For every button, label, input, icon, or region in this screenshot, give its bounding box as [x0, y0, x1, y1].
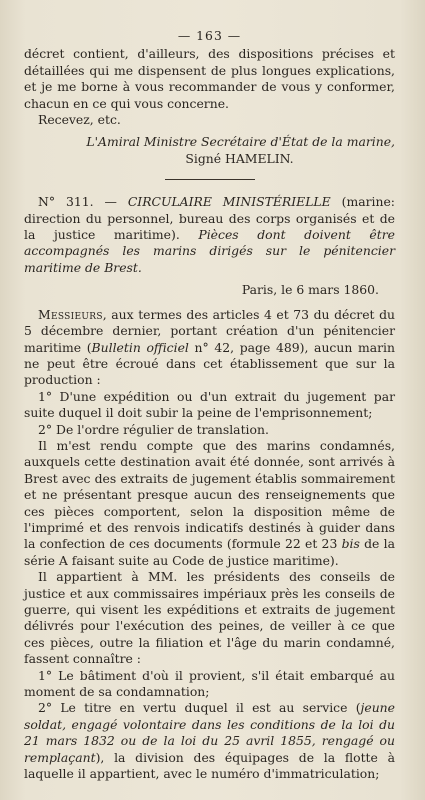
list-item: 1° D'une expédition ou d'un extrait du jugement par suite duquel il doit subir la peine de l'emprisonnement;: [24, 388, 395, 421]
signature-title: L'Amiral Ministre Secrétaire d'État de la marine,: [86, 134, 395, 150]
list-item: 2° Le titre en vertu duquel il est au service (jeune soldat, engagé volontaire dans les conditions de la loi du 21 mars 1832 ou de la loi du 25 avril 1855, rengagé ou remplaçant), la division des équipages de la flotte à laquelle il appartient, avec le numéro d'immatriculation;: [24, 700, 395, 782]
signature-name: Signé HAMELIN.: [185, 150, 294, 166]
paragraph-intro: Messieurs, aux termes des articles 4 et 73 du décret du 5 décembre dernier, portant création d'un pénitencier maritime (Bulletin officiel n° 42, page 489), aucun marin ne peut être écroué dans cet établissement que sur la production :: [24, 306, 395, 388]
paragraph-body: Il appartient à MM. les présidents des conseils de justice et aux commissaires impériaux près les conseils de guerre, qui visent les expéditions et extraits de jugement délivrés pour l'exécution des peines, de veiller à ce que ces pièces, outre la filiation et l'âge du marin condamné, fassent connaître :: [24, 569, 395, 667]
list-item: 1° Le bâtiment d'où il provient, s'il était embarqué au moment de sa condamnation;: [24, 667, 395, 700]
circular-subject: Pièces dont doivent être accompagnés les marins dirigés sur le pénitencier maritime de Brest.: [24, 227, 395, 275]
paragraph-continuation: décret contient, d'ailleurs, des dispositions précises et détaillées qui me dispensent de plus longues explications, et je me borne à vous recommander de vous y conformer, chacun en ce qui vous concerne.: [24, 46, 395, 111]
circular-number: N° 311. —: [38, 194, 117, 210]
closing-formula: Recevez, etc.: [38, 112, 121, 128]
section-divider: [165, 179, 255, 180]
circular-department: (marine: direction du personnel, bureau des corps organisés et de la justice maritime).: [24, 194, 395, 243]
list-item: 2° De l'ordre régulier de translation.: [38, 421, 269, 437]
salutation: Messieurs: [38, 306, 103, 322]
paragraph-body: Il m'est rendu compte que des marins condamnés, auxquels cette destination avait été donnée, sont arrivés à Brest avec des extraits de jugement établis sommairement et ne présentant presque aucun des renseignements que ces pièces comportent, selon la disposition même de l'imprimé et des renvois indicatifs destinés à guider dans la confection de ces documents (formule 22 et 23 bis de la série A faisant suite au Code de justice maritime).: [24, 437, 395, 568]
page-number: — 163 —: [177, 28, 242, 43]
circular-heading: [24, 194, 395, 276]
circular-date: Paris, le 6 mars 1860.: [241, 282, 379, 298]
circular-title: CIRCULAIRE MINISTÉRIELLE: [127, 194, 331, 210]
